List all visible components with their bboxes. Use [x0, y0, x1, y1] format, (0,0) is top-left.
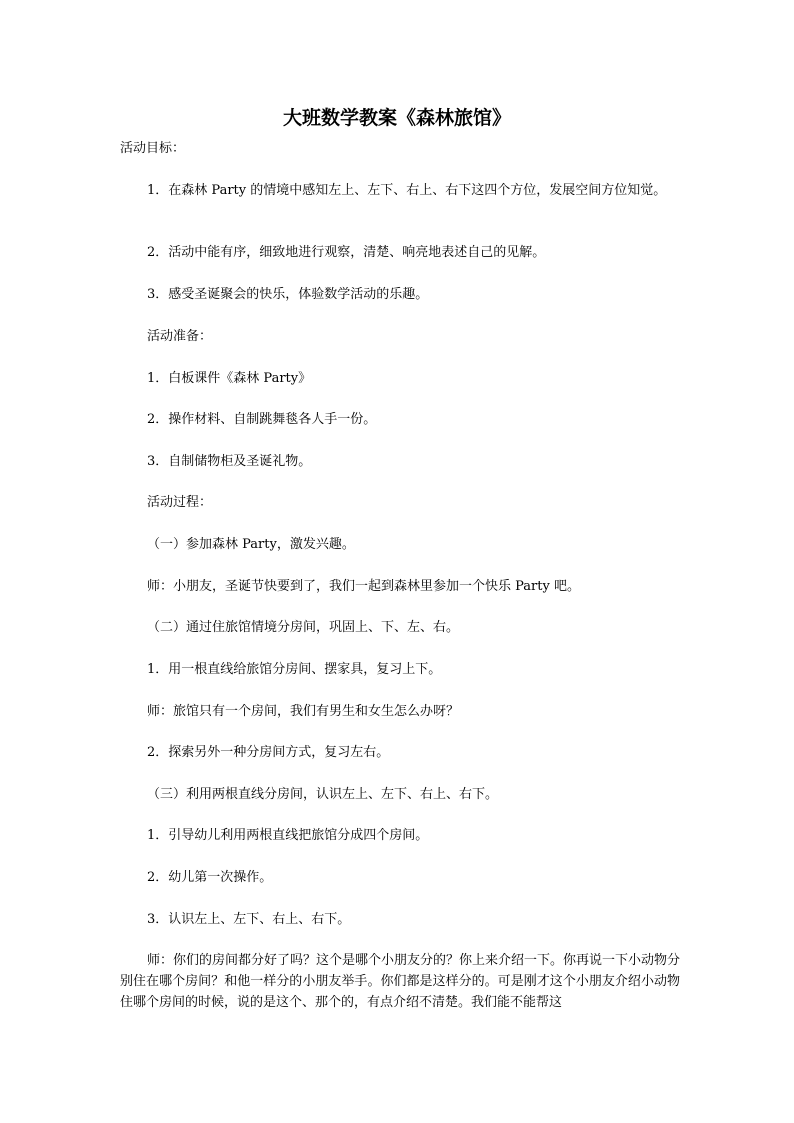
goal-2: 2．活动中能有序，细致地进行观察，清楚、响亮地表述自己的见解。 — [147, 245, 546, 260]
section-2: （二）通过住旅馆情境分房间，巩固上、下、左、右。 — [147, 620, 460, 635]
teacher-line-1: 师：小朋友，圣诞节快要到了，我们一起到森林里参加一个快乐 Party 吧。 — [147, 579, 580, 594]
step-2-2: 2．探索另外一种分房间方式，复习左右。 — [147, 745, 390, 760]
process-heading: 活动过程： — [147, 495, 213, 510]
section-3: （三）利用两根直线分房间，认识左上、左下、右上、右下。 — [147, 787, 499, 802]
prep-2: 2．操作材料、自制跳舞毯各人手一份。 — [147, 412, 377, 427]
teacher-line-2: 师：旅馆只有一个房间，我们有男生和女生怎么办呀？ — [147, 704, 460, 719]
step-3-1: 1．引导幼儿利用两根直线把旅馆分成四个房间。 — [147, 828, 429, 843]
prep-3: 3．自制储物柜及圣诞礼物。 — [147, 454, 312, 469]
goal-3: 3．感受圣诞聚会的快乐，体验数学活动的乐趣。 — [147, 287, 429, 302]
step-3-2: 2．幼儿第一次操作。 — [147, 870, 273, 885]
section-1: （一）参加森林 Party，激发兴趣。 — [147, 537, 355, 552]
step-3-3: 3．认识左上、左下、右上、右下。 — [147, 912, 351, 927]
document-title: 大班数学教案《森林旅馆》 — [282, 107, 511, 129]
goal-1: 1．在森林 Party 的情境中感知左上、左下、右上、右下这四个方位，发展空间方位知觉。 — [147, 183, 667, 198]
goals-heading: 活动目标： — [120, 141, 186, 156]
teacher-line-3: 师：你们的房间都分好了吗？这个是哪个小朋友分的？你上来介绍一下。你再说一下小动物分别住在哪个房间？和他一样分的小朋友举手。你们都是这样分的。可是刚才这个小朋友介绍小动物住哪个房间的时候，说的是这个、那个的，有点介绍不清楚。我们能不能帮这 — [120, 953, 681, 1010]
prep-heading: 活动准备： — [147, 329, 213, 344]
step-2-1: 1．用一根直线给旅馆分房间、摆家具，复习上下。 — [147, 662, 442, 677]
prep-1: 1．白板课件《森林 Party》 — [147, 371, 312, 386]
